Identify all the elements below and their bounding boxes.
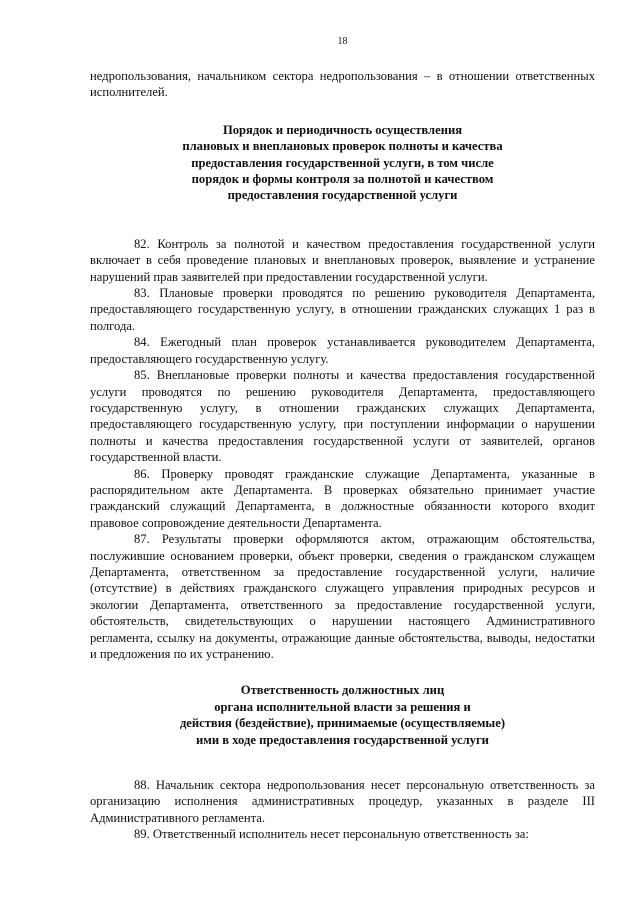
heading-line: Ответственность должностных лиц — [240, 683, 445, 698]
heading-line: действия (бездействие), принимаемые (осуществляемые) — [179, 716, 506, 731]
paragraph-86: 86. Проверку проводят гражданские служащие Департамента, указанные в распорядительном акте Департамента. В проверках обязательно принимает участие гражданский служащий Департамента, в должностные обязанности которого входит правовое сопровождение деятельности Департамента. — [90, 466, 595, 530]
document-page — [90, 36, 595, 843]
heading-line: плановых и внеплановых проверок полноты и качества — [182, 139, 503, 154]
intro-paragraph: недропользования, начальником сектора недропользования – в отношении ответственных исполнителей. — [90, 69, 595, 100]
heading-line: порядок и формы контроля за полнотой и качеством — [191, 172, 494, 187]
heading-line: органа исполнительной власти за решения и — [214, 699, 471, 714]
paragraph-85: 85. Внеплановые проверки полноты и качества предоставления государственной услуги проводятся по решению руководителя Департамента, предоставляющего государственную услугу, в отношении гражданских служащих Департамента, предоставляющего государственную услугу, при поступлении информации о нарушении полноты и качества предоставления государственной услуги от заявителей, органов государственной власти. — [90, 368, 595, 465]
page-number: 18 — [337, 36, 348, 47]
paragraph-88: 88. Начальник сектора недропользования несет персональную ответственность за организацию исполнения административных процедур, указанных в разделе III Административного регламента. — [90, 778, 595, 825]
paragraph-82: 82. Контроль за полнотой и качеством предоставления государственной услуги включает в себя проведение плановых и внеплановых проверок, выявление и устранение нарушений прав заявителей при предоставлении государственной услуги. — [90, 236, 595, 284]
section-heading-inspections — [90, 122, 595, 204]
heading-line: Порядок и периодичность осуществления — [222, 122, 463, 137]
heading-line: предоставления государственной услуги, в том числе — [191, 155, 494, 170]
paragraph-84: 84. Ежегодный план проверок устанавливается руководителем Департамента, предоставляющего государственную услугу. — [90, 335, 595, 366]
paragraph-87: 87. Результаты проверки оформляются актом, отражающим обстоятельства, послужившие основанием проверки, объект проверки, сведения о гражданском служащем Департамента, ответственном за предоставление государственной услуги, наличие (отсутствие) в действиях гражданского служащего управления природных ресурсов и экологии Департамента, ответственного за предоставление государственной услуги, обстоятельств, свидетельствующих о нарушении настоящего Административного регламента, ссылку на документы, отражающие данные обстоятельства, выводы, недостатки и предложения по их устранению. — [90, 532, 595, 661]
paragraph-83: 83. Плановые проверки проводятся по решению руководителя Департамента, предоставляющего государственную услугу, в отношении гражданских служащих 1 раз в полгода. — [90, 286, 595, 333]
section-heading-responsibility — [90, 682, 595, 748]
heading-line: ими в ходе предоставления государственной услуги — [196, 732, 489, 747]
paragraph-89: 89. Ответственный исполнитель несет персональную ответственность за: — [134, 827, 529, 842]
heading-line: предоставления государственной услуги — [227, 188, 458, 203]
